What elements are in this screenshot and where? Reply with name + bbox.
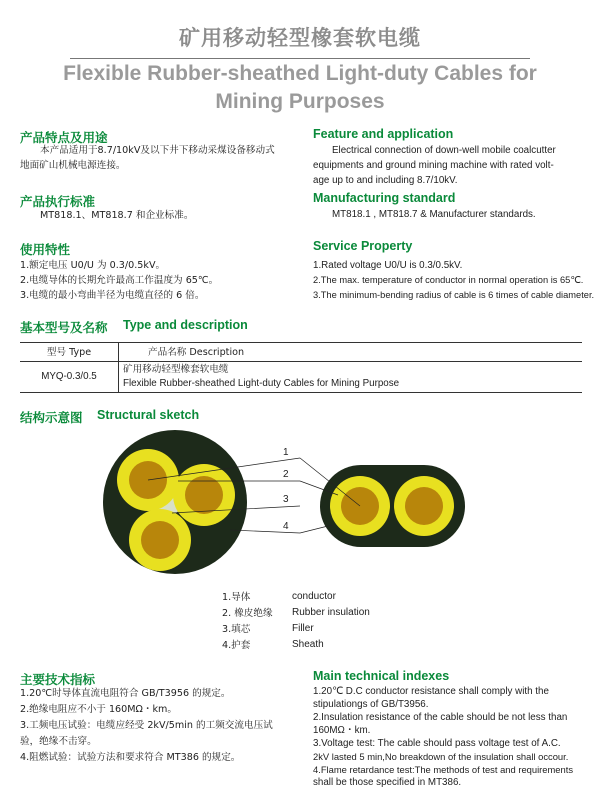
callout-1: 1	[283, 447, 289, 458]
technical-item-cn-2: 2.绝缘电阻应不小于 160MΩ・km。	[20, 704, 177, 715]
technical-item-cn-4: 4.阻燃试验：试验方法和要求符合 MT386 的规定。	[20, 752, 241, 763]
technical-heading-en: Main technical indexes	[313, 669, 450, 683]
legend-en-3: Filler	[292, 623, 314, 634]
legend-en-1: conductor	[292, 591, 336, 602]
service-item-en-2: 2.The max. temperature of conductor in normal operation is 65℃.	[313, 275, 584, 285]
title-divider	[70, 58, 530, 59]
service-item-en-1: 1.Rated voltage U0/U is 0.3/0.5kV.	[313, 260, 463, 271]
technical-item-en-3-cont: 2kV lasted 5 min,No breakdown of the insulation shall occour.	[313, 751, 569, 762]
technical-item-en-1: 1.20℃ D.C conductor resistance shall comply with the	[313, 686, 549, 697]
technical-item-en-2-cont: 160MΩ・km.	[313, 725, 371, 736]
type-heading-cn: 基本型号及名称	[20, 320, 108, 335]
standard-text-en: MT818.1 , MT818.7 & Manufacturer standards.	[332, 209, 536, 220]
legend-cn-1: 1.导体	[222, 592, 251, 603]
round-cable	[103, 430, 247, 574]
service-heading-en: Service Property	[313, 239, 413, 253]
technical-heading-cn: 主要技术指标	[20, 672, 96, 687]
technical-item-en-4: 4.Flame retardance test:The methods of test and requirements	[313, 764, 574, 775]
row-desc-cn: 矿用移动轻型橡套软电缆	[123, 364, 229, 375]
technical-item-cn-1: 1.20℃时导体直流电阻符合 GB/T3956 的规定。	[20, 688, 231, 699]
standard-heading-en: Manufacturing standard	[313, 191, 456, 205]
col-type-header: 型号 Type	[46, 347, 92, 358]
type-heading-en: Type and description	[123, 318, 248, 332]
features-text-en-line2: equipments and ground mining machine with rated volt-	[313, 160, 554, 171]
standard-heading-cn: 产品执行标准	[20, 194, 96, 209]
callout-3: 3	[283, 494, 289, 505]
features-text-cn-line1: 本产品适用于8.7/10kV及以下井下移动采煤设备移动式	[40, 145, 275, 156]
legend-cn-2: 2. 橡皮绝缘	[222, 608, 273, 619]
technical-item-en-1-cont: stipulationgs of GB/T3956.	[313, 699, 429, 710]
col-desc-header: 产品名称 Description	[148, 347, 245, 358]
title-english-line2: Mining Purposes	[215, 90, 385, 113]
features-text-cn-line2: 地面矿山机械电源连接。	[20, 160, 126, 171]
service-item-cn-2: 2.电缆导体的长期允许最高工作温度为 65℃。	[20, 275, 219, 286]
features-text-en-line1: Electrical connection of down-well mobile coalcutter	[332, 145, 556, 156]
callout-4: 4	[283, 521, 289, 532]
features-heading-cn: 产品特点及用途	[20, 130, 108, 145]
round-core-2-conductor	[185, 476, 223, 514]
legend-en-2: Rubber insulation	[292, 607, 370, 618]
legend-en-4: Sheath	[292, 639, 324, 650]
features-text-en-line3: age up to and including 8.7/10kV.	[313, 175, 458, 186]
technical-item-en-4-cont: shall be those specified in MT386.	[313, 777, 462, 788]
round-core-3-conductor	[141, 521, 179, 559]
legend-cn-3: 3.填芯	[222, 624, 251, 635]
technical-item-cn-3-cont: 验，绝缘不击穿。	[20, 736, 97, 747]
flat-cable	[320, 465, 465, 547]
row-desc-en: Flexible Rubber-sheathed Light-duty Cables for Mining Purpose	[123, 378, 400, 389]
structure-heading-en: Structural sketch	[97, 408, 200, 422]
callout-2: 2	[283, 469, 289, 480]
legend-cn-4: 4.护套	[222, 640, 251, 651]
title-english-line1: Flexible Rubber-sheathed Light-duty Cables for	[63, 62, 537, 85]
technical-item-cn-3: 3.工频电压试验：电缆应经受 2kV/5min 的工频交流电压试	[20, 720, 273, 731]
service-item-cn-3: 3.电缆的最小弯曲半径为电缆直径的 6 倍。	[20, 290, 205, 301]
title-chinese: 矿用移动轻型橡套软电缆	[179, 26, 421, 50]
technical-item-en-2: 2.Insulation resistance of the cable should be not less than	[313, 712, 568, 723]
standard-text-cn: MT818.1、MT818.7 和企业标准。	[40, 210, 194, 221]
features-heading-en: Feature and application	[313, 127, 454, 141]
structure-heading-cn: 结构示意图	[20, 410, 83, 425]
flat-core-2-conductor	[405, 487, 443, 525]
service-item-en-3: 3.The minimum-bending radius of cable is 6 times of cable diameter.	[313, 290, 595, 300]
structure-diagram	[0, 425, 600, 585]
technical-item-en-3: 3.Voltage test: The cable should pass voltage test of A.C.	[313, 738, 561, 749]
service-heading-cn: 使用特性	[20, 242, 71, 257]
service-item-cn-1: 1.额定电压 U0/U 为 0.3/0.5kV。	[20, 260, 166, 271]
row-type-value: MYQ-0.3/0.5	[41, 371, 97, 382]
